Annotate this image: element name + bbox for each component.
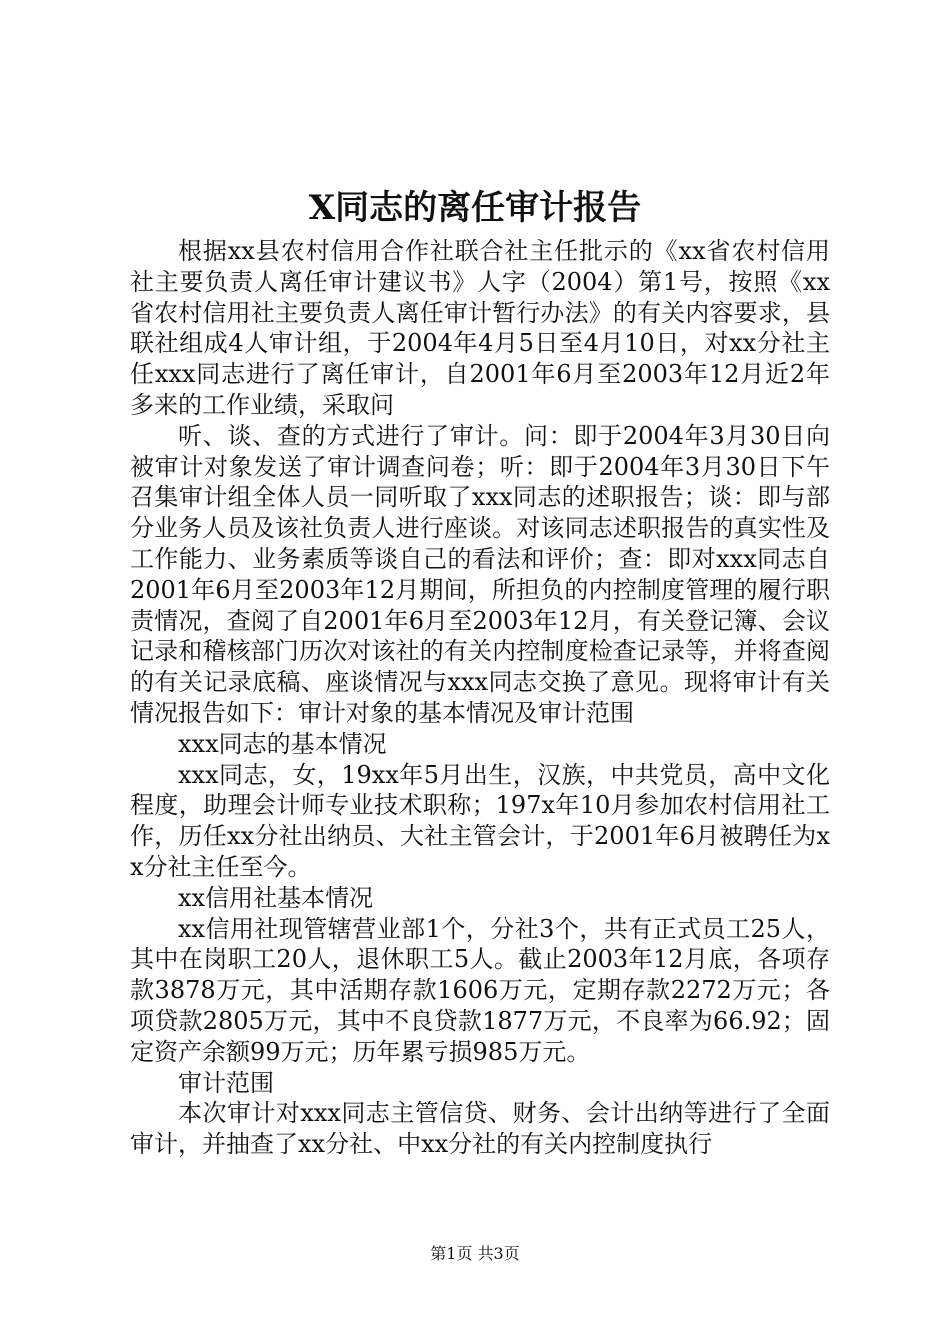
document-title: X同志的离任审计报告 bbox=[308, 188, 642, 228]
section-heading-person: xxx同志的基本情况 bbox=[178, 729, 387, 758]
paragraph-intro: 根据xx县农村信用合作社联合社主任批示的《xx省农村信用社主要负责人离任审计建议书》人字（2004）第1号，按照《xx省农村信用社主要负责人离任审计暂行办法》的有关内容要求，县联社组成4人审计组，于2004年4月5日至4月10日，对xx分社主任xxx同志进行了离任审计，自2001年6月至2003年12月近2年多来的工作业绩，采取问 bbox=[130, 237, 830, 419]
paragraph-credit-union-info: xx信用社现管辖营业部1个，分社3个，共有正式员工25人，其中在岗职工20人，退休职工5人。截止2003年12月底，各项存款3878万元，其中活期存款1606万元，定期存款2272万元；各项贷款2805万元，其中不良贷款1877万元，不良率为66.92；固定资产余额99万元；历年累亏损985万元。 bbox=[130, 914, 830, 1066]
document-body bbox=[130, 236, 830, 1160]
paragraph-audit-method: 听、谈、查的方式进行了审计。问：即于2004年3月30日向被审计对象发送了审计调查问卷；听：即于2004年3月30日下午召集审计组全体人员一同听取了xxx同志的述职报告；谈：即与部分业务人员及该社负责人进行座谈。对该同志述职报告的真实性及工作能力、业务素质等谈自己的看法和评价；查：即对xxx同志自2001年6月至2003年12月期间，所担负的内控制度管理的履行职责情况，查阅了自2001年6月至2003年12月，有关登记簿、会议记录和稽核部门历次对该社的有关内控制度检查记录等，并将查阅的有关记录底稿、座谈情况与xxx同志交换了意见。现将审计有关情况报告如下：审计对象的基本情况及审计范围 bbox=[130, 421, 830, 727]
section-heading-scope: 审计范围 bbox=[178, 1068, 274, 1097]
paragraph-scope: 本次审计对xxx同志主管信贷、财务、会计出纳等进行了全面审计，并抽查了xx分社、中xx分社的有关内控制度执行 bbox=[130, 1099, 830, 1159]
page-number-footer: 第1页 共3页 bbox=[430, 1244, 520, 1263]
section-heading-credit-union: xx信用社基本情况 bbox=[178, 883, 374, 912]
paragraph-person-info: xxx同志，女，19xx年5月出生，汉族，中共党员，高中文化程度，助理会计师专业技术职称；197x年10月参加农村信用社工作，历任xx分社出纳员、大社主管会计，于2001年6月被聘任为xx分社主任至今。 bbox=[130, 760, 830, 881]
